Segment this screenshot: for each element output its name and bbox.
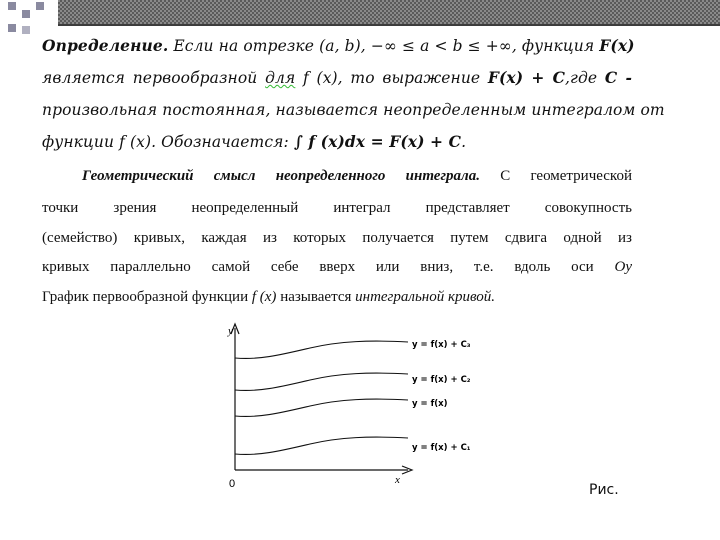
curve-label-c1: y = f(x) + C₁ bbox=[412, 443, 471, 453]
geometric-line-5: График первообразной функции f (x) называется интегральной кривой. bbox=[42, 289, 496, 305]
x-axis-label: x bbox=[395, 474, 400, 486]
curve-c1 bbox=[235, 437, 471, 454]
curve-label-base: y = f(x) bbox=[412, 399, 448, 409]
geometric-line-1: Геометрический смысл неопределенного интеграла. С геометрической bbox=[82, 168, 632, 184]
definition-line-2: является первообразной для f (x), то выражение F(x) + C,где C - bbox=[42, 68, 632, 87]
axis-name: Oy bbox=[614, 259, 632, 275]
curve-c3 bbox=[235, 340, 471, 358]
y-axis-label: y bbox=[228, 325, 233, 337]
integral-curve-term: интегральной кривой. bbox=[355, 289, 496, 305]
interval-condition: −∞ ≤ a < b ≤ +∞, bbox=[370, 37, 517, 55]
definition-block bbox=[42, 34, 665, 164]
expression: F(x) + C bbox=[487, 68, 566, 87]
definition-label: Определение. bbox=[42, 36, 169, 55]
geometric-title: Геометрический смысл неопределенного интеграла. bbox=[82, 168, 480, 184]
geometric-line-4: кривых параллельно самой себе вверх или вниз, т.е. вдоль оси Oy bbox=[42, 259, 632, 275]
definition-line-4: функции f (x). Обозначается: ∫ f (x)dx = F(x) + C. bbox=[42, 132, 467, 151]
geometric-meaning-block bbox=[42, 164, 632, 314]
integral-formula: ∫ f (x)dx = F(x) + C bbox=[293, 132, 462, 151]
integral-curves-figure bbox=[220, 320, 520, 495]
header-bar bbox=[58, 0, 720, 26]
curve-label-c2: y = f(x) + C₂ bbox=[412, 375, 471, 385]
definition-line-3: произвольная постоянная, называется неопределенным интегралом от bbox=[42, 101, 665, 119]
figure-caption: Рис. bbox=[589, 482, 619, 498]
geometric-line-3: (семейство) кривых, каждая из которых получается путем сдвига одной из bbox=[42, 230, 632, 246]
definition-line-1: Определение. Если на отрезке (a, b), −∞ ≤ a < b ≤ +∞, функция F(x) bbox=[42, 36, 635, 55]
interval: (a, b), bbox=[319, 37, 366, 55]
curve-base bbox=[235, 399, 448, 416]
geometric-line-2: точки зрения неопределенный интеграл представляет совокупность bbox=[42, 200, 632, 216]
origin-label: 0 bbox=[229, 478, 236, 490]
curve-c2 bbox=[235, 373, 471, 390]
curve-label-c3: y = f(x) + C₃ bbox=[412, 340, 471, 350]
antiderivative-symbol: F(x) bbox=[599, 36, 635, 55]
